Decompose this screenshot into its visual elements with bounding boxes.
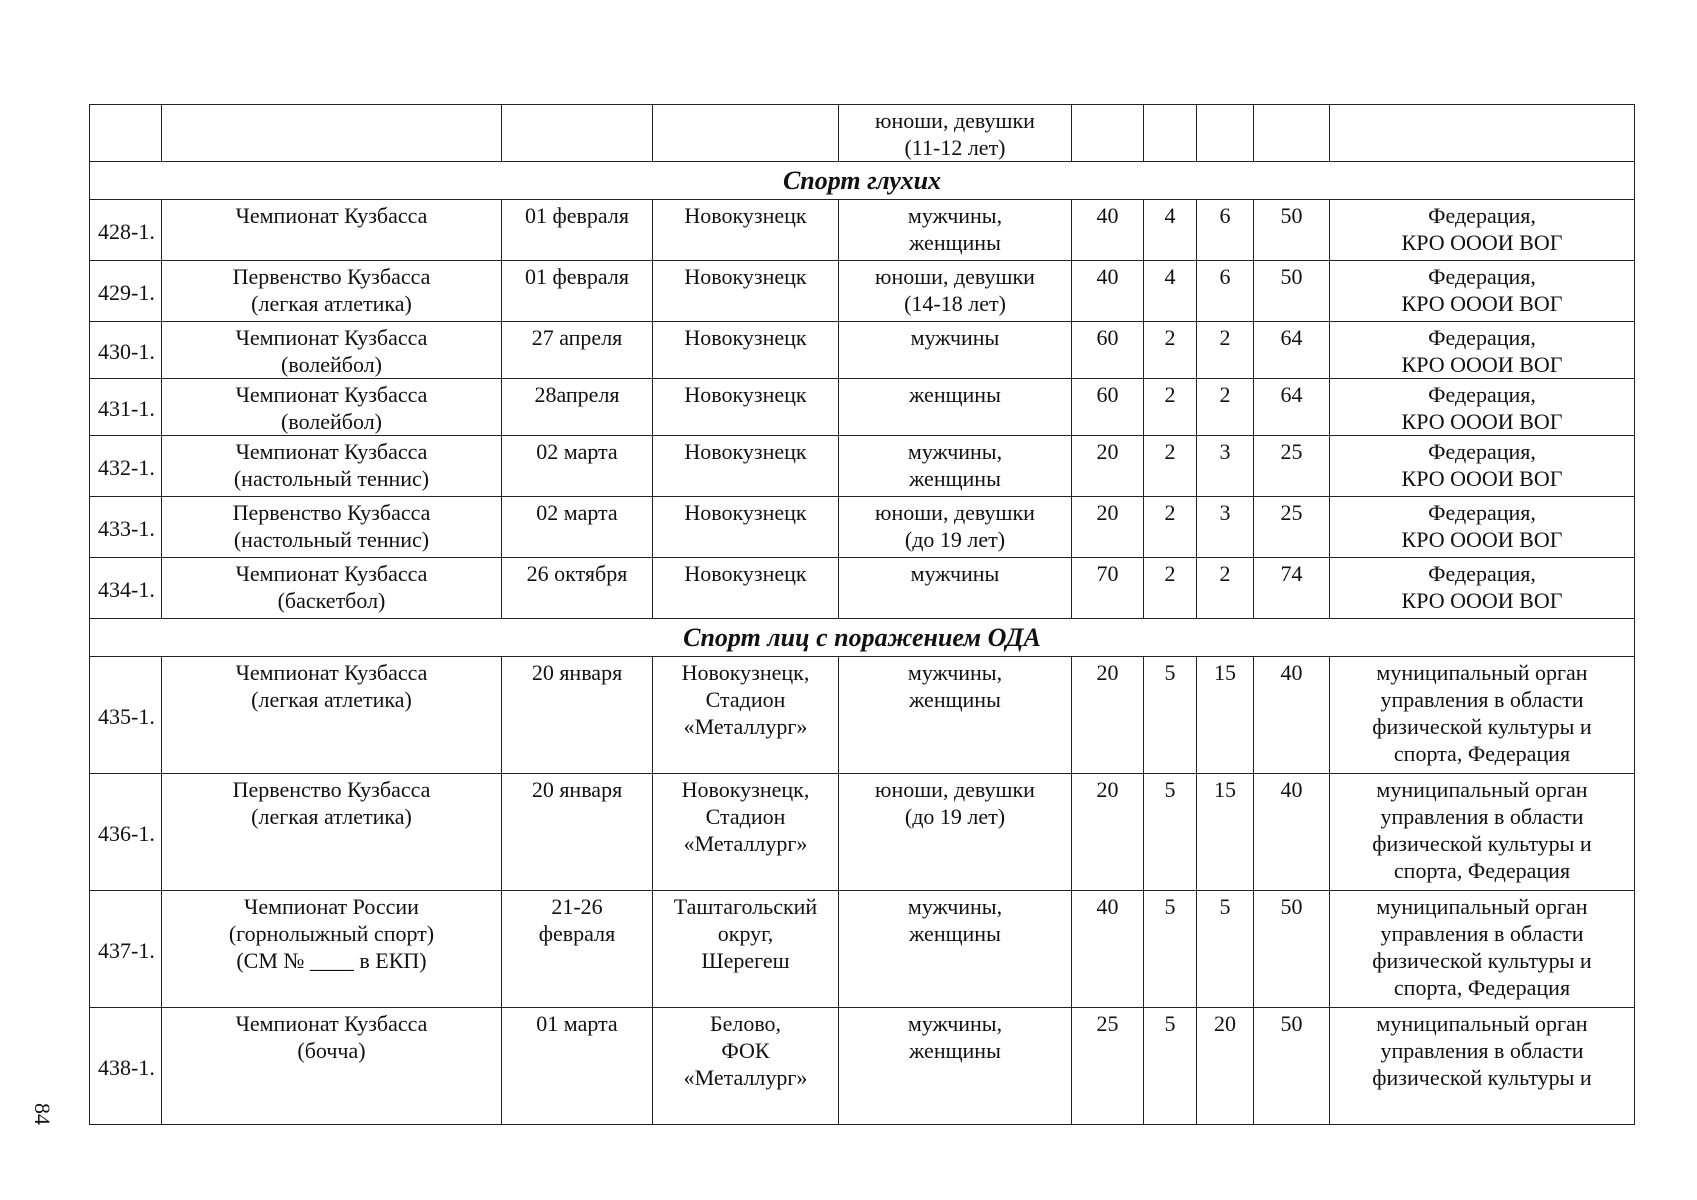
cell-number: 428-1. (90, 200, 162, 261)
page-number: 84 (30, 1103, 55, 1125)
cell-count: 2 (1144, 379, 1197, 436)
cell-count: 40 (1072, 891, 1144, 1008)
table-row (90, 105, 1635, 162)
cell-number: 438-1. (90, 1008, 162, 1125)
section-header-row (90, 162, 1635, 200)
cell-participants: мужчины, женщины (839, 657, 1072, 774)
cell-date: 21-26 февраля (502, 891, 653, 1008)
cell-organizer: муниципальный орган управления в области физической культуры и (1330, 1008, 1635, 1125)
cell-count: 20 (1072, 774, 1144, 891)
cell-count: 74 (1254, 558, 1330, 619)
cell-organizer: Федерация, КРО ОООИ ВОГ (1330, 261, 1635, 322)
cell-participants: мужчины, женщины (839, 1008, 1072, 1125)
schedule-body (90, 105, 1635, 1125)
cell-organizer: Федерация, КРО ОООИ ВОГ (1330, 200, 1635, 261)
cell-place: Новокузнецк, Стадион «Металлург» (653, 657, 839, 774)
cell-count (1254, 105, 1330, 162)
cell-count: 40 (1072, 261, 1144, 322)
cell-place: Белово, ФОК «Металлург» (653, 1008, 839, 1125)
cell-event: Чемпионат Кузбасса (настольный теннис) (162, 436, 502, 497)
cell-event: Чемпионат Кузбасса (бочча) (162, 1008, 502, 1125)
cell-number (90, 105, 162, 162)
cell-event: Чемпионат Кузбасса (волейбол) (162, 379, 502, 436)
cell-place: Новокузнецк (653, 558, 839, 619)
cell-place: Новокузнецк (653, 436, 839, 497)
table-row (90, 261, 1635, 322)
cell-organizer: Федерация, КРО ОООИ ВОГ (1330, 436, 1635, 497)
cell-count: 2 (1144, 558, 1197, 619)
cell-count: 25 (1254, 436, 1330, 497)
cell-count: 64 (1254, 322, 1330, 379)
cell-number: 431-1. (90, 379, 162, 436)
cell-count: 50 (1254, 891, 1330, 1008)
cell-event: Первенство Кузбасса (настольный теннис) (162, 497, 502, 558)
cell-organizer: Федерация, КРО ОООИ ВОГ (1330, 322, 1635, 379)
cell-count (1197, 105, 1254, 162)
table-row (90, 379, 1635, 436)
cell-count: 20 (1072, 497, 1144, 558)
cell-place: Новокузнецк, Стадион «Металлург» (653, 774, 839, 891)
cell-count: 60 (1072, 322, 1144, 379)
cell-count: 64 (1254, 379, 1330, 436)
cell-participants: мужчины (839, 322, 1072, 379)
section-title: Спорт глухих (90, 162, 1635, 200)
cell-count: 50 (1254, 261, 1330, 322)
cell-date: 20 января (502, 774, 653, 891)
cell-event: Чемпионат Кузбасса (волейбол) (162, 322, 502, 379)
cell-count: 40 (1254, 774, 1330, 891)
cell-organizer: Федерация, КРО ОООИ ВОГ (1330, 497, 1635, 558)
section-header-row (90, 619, 1635, 657)
cell-count: 20 (1072, 436, 1144, 497)
cell-count (1072, 105, 1144, 162)
cell-count: 50 (1254, 200, 1330, 261)
cell-participants: женщины (839, 379, 1072, 436)
cell-count: 6 (1197, 261, 1254, 322)
cell-event: Первенство Кузбасса (легкая атлетика) (162, 774, 502, 891)
cell-date: 27 апреля (502, 322, 653, 379)
cell-date: 20 января (502, 657, 653, 774)
table-row (90, 1008, 1635, 1125)
cell-place: Новокузнецк (653, 261, 839, 322)
cell-participants: юноши, девушки (до 19 лет) (839, 774, 1072, 891)
table-row (90, 322, 1635, 379)
schedule-table (89, 104, 1635, 1125)
cell-count: 3 (1197, 436, 1254, 497)
cell-participants: юноши, девушки (до 19 лет) (839, 497, 1072, 558)
cell-date: 26 октября (502, 558, 653, 619)
table-row (90, 558, 1635, 619)
cell-count: 2 (1144, 322, 1197, 379)
cell-count: 15 (1197, 774, 1254, 891)
cell-participants: мужчины, женщины (839, 436, 1072, 497)
cell-organizer: муниципальный орган управления в области физической культуры и спорта, Федерация (1330, 774, 1635, 891)
cell-count: 20 (1072, 657, 1144, 774)
cell-count: 6 (1197, 200, 1254, 261)
cell-date (502, 105, 653, 162)
cell-number: 435-1. (90, 657, 162, 774)
cell-place: Новокузнецк (653, 200, 839, 261)
cell-count: 15 (1197, 657, 1254, 774)
cell-organizer (1330, 105, 1635, 162)
cell-count: 2 (1197, 322, 1254, 379)
cell-event: Чемпионат России (горнолыжный спорт) (СМ № ____ в ЕКП) (162, 891, 502, 1008)
cell-place (653, 105, 839, 162)
cell-date: 01 февраля (502, 261, 653, 322)
cell-count: 2 (1197, 558, 1254, 619)
cell-event: Чемпионат Кузбасса (легкая атлетика) (162, 657, 502, 774)
cell-count: 5 (1197, 891, 1254, 1008)
table-row (90, 657, 1635, 774)
cell-date: 02 марта (502, 436, 653, 497)
cell-count: 2 (1197, 379, 1254, 436)
cell-place: Таштагольский округ, Шерегеш (653, 891, 839, 1008)
cell-count: 5 (1144, 1008, 1197, 1125)
cell-participants: юноши, девушки (11-12 лет) (839, 105, 1072, 162)
cell-date: 01 марта (502, 1008, 653, 1125)
cell-number: 430-1. (90, 322, 162, 379)
cell-count: 5 (1144, 891, 1197, 1008)
cell-event: Первенство Кузбасса (легкая атлетика) (162, 261, 502, 322)
cell-participants: юноши, девушки (14-18 лет) (839, 261, 1072, 322)
cell-organizer: Федерация, КРО ОООИ ВОГ (1330, 558, 1635, 619)
cell-organizer: муниципальный орган управления в области физической культуры и спорта, Федерация (1330, 891, 1635, 1008)
cell-place: Новокузнецк (653, 322, 839, 379)
table-row (90, 497, 1635, 558)
cell-organizer: Федерация, КРО ОООИ ВОГ (1330, 379, 1635, 436)
cell-count: 40 (1254, 657, 1330, 774)
cell-event (162, 105, 502, 162)
cell-count: 5 (1144, 657, 1197, 774)
cell-number: 437-1. (90, 891, 162, 1008)
cell-date: 02 марта (502, 497, 653, 558)
cell-participants: мужчины, женщины (839, 200, 1072, 261)
cell-count: 20 (1197, 1008, 1254, 1125)
section-title: Спорт лиц с поражением ОДА (90, 619, 1635, 657)
cell-date: 28апреля (502, 379, 653, 436)
cell-count: 25 (1254, 497, 1330, 558)
cell-place: Новокузнецк (653, 379, 839, 436)
cell-number: 432-1. (90, 436, 162, 497)
table-row (90, 436, 1635, 497)
cell-count (1144, 105, 1197, 162)
cell-organizer: муниципальный орган управления в области физической культуры и спорта, Федерация (1330, 657, 1635, 774)
cell-date: 01 февраля (502, 200, 653, 261)
cell-participants: мужчины, женщины (839, 891, 1072, 1008)
cell-number: 434-1. (90, 558, 162, 619)
cell-place: Новокузнецк (653, 497, 839, 558)
table-row (90, 200, 1635, 261)
cell-count: 50 (1254, 1008, 1330, 1125)
cell-number: 436-1. (90, 774, 162, 891)
cell-number: 429-1. (90, 261, 162, 322)
cell-count: 2 (1144, 497, 1197, 558)
cell-count: 40 (1072, 200, 1144, 261)
cell-count: 4 (1144, 200, 1197, 261)
cell-count: 70 (1072, 558, 1144, 619)
cell-count: 25 (1072, 1008, 1144, 1125)
cell-count: 3 (1197, 497, 1254, 558)
cell-event: Чемпионат Кузбасса (162, 200, 502, 261)
cell-count: 2 (1144, 436, 1197, 497)
cell-participants: мужчины (839, 558, 1072, 619)
table-row (90, 774, 1635, 891)
cell-count: 60 (1072, 379, 1144, 436)
cell-count: 4 (1144, 261, 1197, 322)
cell-event: Чемпионат Кузбасса (баскетбол) (162, 558, 502, 619)
cell-count: 5 (1144, 774, 1197, 891)
table-row (90, 891, 1635, 1008)
cell-number: 433-1. (90, 497, 162, 558)
